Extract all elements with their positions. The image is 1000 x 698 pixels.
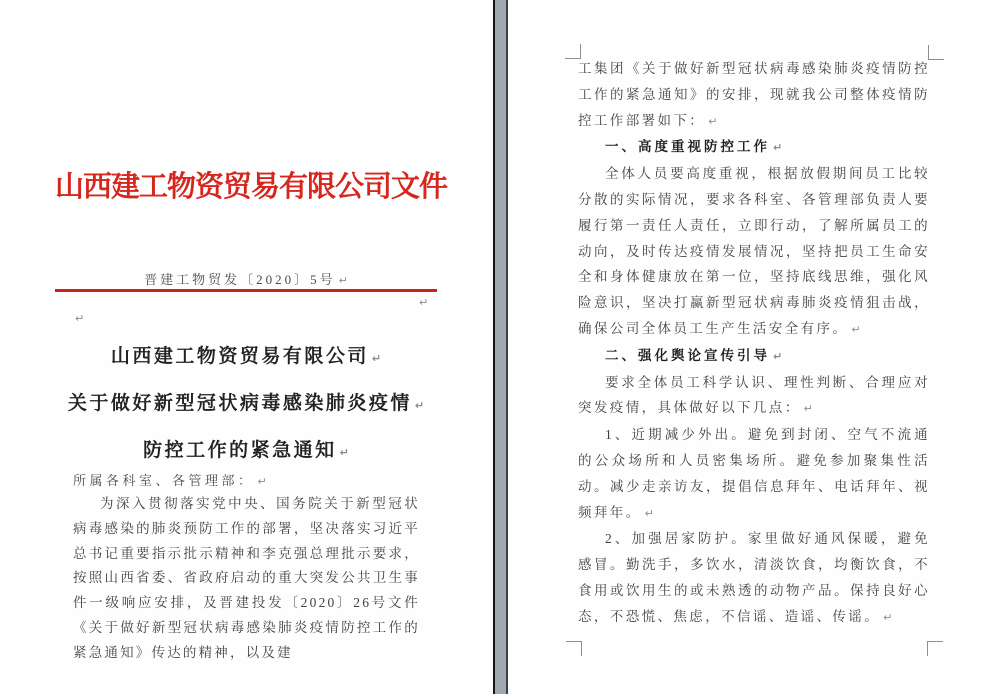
left-page-body-paragraph: 为深入贯彻落实党中央、国务院关于新型冠状病毒感染的肺炎预防工作的部署，坚决落实习近平总书记重要指示批示精神和李克强总理批示要求，按照山西省委、省政府启动的重大突发公共卫生事件一级响应安排，及晋建投发〔2020〕26号文件《关于做好新型冠状病毒感染肺炎疫情防控工作的紧急通知》传达的精神，以及建: [73, 496, 420, 660]
paragraph-return-mark: ↵: [851, 322, 861, 336]
letterhead-title: 山西建工物资贸易有限公司文件: [55, 171, 448, 203]
title-text: 关于做好新型冠状病毒感染肺炎疫情: [67, 393, 412, 414]
paragraph-return-mark: ↵: [339, 446, 349, 459]
section-heading: 一、高度重视防控工作 ↵: [605, 139, 783, 155]
section-heading: 二、强化舆论宣传引导 ↵: [605, 347, 783, 363]
body-paragraph: 工集团《关于做好新型冠状病毒感染肺炎疫情防控工作的紧急通知》的安排，现就我公司整体疫情防控工作部署如下： ↵: [578, 61, 930, 128]
paragraph-return-mark: ↵: [773, 141, 783, 155]
paragraph-return-mark: ↵: [803, 402, 813, 416]
red-divider-line: [55, 289, 437, 292]
salutation-text: 所属各科室、各管理部：: [73, 473, 255, 488]
title-line: [40, 381, 452, 428]
page-1: [0, 0, 493, 698]
text-boundary-corner-top-right: [928, 45, 944, 60]
body-paragraph: 1、近期减少外出。避免到封闭、空气不流通的公众场所和人员密集场所。避免参加聚集性活动。减少走亲访友，提倡信息拜年、电话拜年、视频拜年。 ↵: [578, 427, 930, 520]
title-text: 防控工作的紧急通知: [143, 440, 337, 461]
paragraph-return-mark: ↵: [414, 399, 425, 412]
page-2: [508, 0, 1000, 698]
salutation-line: [73, 470, 267, 489]
doc-number-row: [55, 269, 437, 288]
paragraph-return-mark: ↵: [75, 312, 85, 325]
paragraph-return-mark: ↵: [257, 475, 267, 488]
paragraph-return-mark: ↵: [419, 296, 429, 309]
paragraph-return-mark: ↵: [773, 349, 783, 363]
body-paragraph: 要求全体员工科学认识、理性判断、合理应对突发疫情，具体做好以下几点： ↵: [578, 374, 930, 416]
paragraph-return-mark: ↵: [371, 352, 382, 365]
right-page-body: [578, 56, 930, 631]
page-divider-bar: [493, 0, 508, 694]
paragraph-return-mark: ↵: [338, 274, 348, 287]
text-boundary-corner-bottom-right: [927, 641, 943, 656]
title-line: [40, 334, 452, 381]
text-boundary-corner-bottom-left: [566, 641, 582, 656]
body-paragraph: 全体人员要高度重视，根据放假期间员工比较分散的实际情况，要求各科室、各管理部负责人要履行第一责任人责任，立即行动，了解所属员工的动向，及时传达疫情发展情况，坚持把员工生命安全和身体健康放在第一位，坚持底线思维，强化风险意识，坚决打赢新型冠状病毒肺炎疫情狙击战，确保公司全体员工生产生活安全有序。 ↵: [578, 166, 930, 336]
paragraph-return-mark: ↵: [644, 506, 654, 520]
title-line: [40, 428, 452, 475]
document-title: [40, 334, 452, 475]
doc-number: 晋建工物贸发〔2020〕5号: [144, 272, 336, 287]
paragraph-return-mark: ↵: [883, 610, 893, 624]
body-paragraph: 2、加强居家防护。家里做好通风保暖，避免感冒。勤洗手，多饮水，清淡饮食，均衡饮食，不食用或饮用生的或未熟透的动物产品。保持良好心态，不恐慌、焦虑，不信谣、造谣、传谣。 ↵: [578, 531, 930, 624]
title-text: 山西建工物资贸易有限公司: [110, 346, 369, 367]
paragraph-return-mark: ↵: [708, 114, 718, 128]
